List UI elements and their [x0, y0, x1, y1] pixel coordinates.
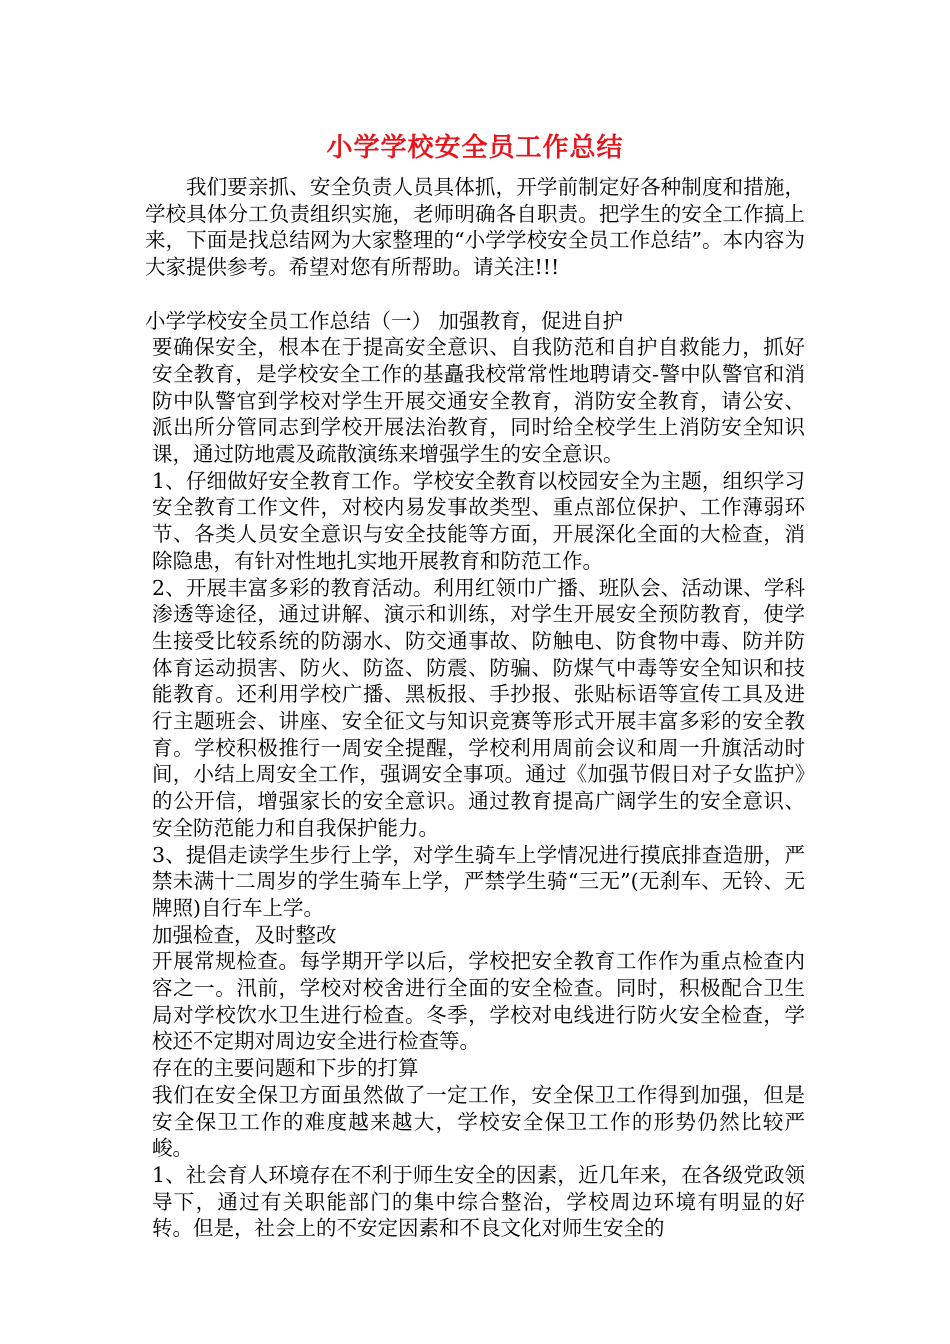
document-body [145, 174, 805, 1242]
document-title: 小学学校安全员工作总结 [326, 133, 624, 163]
section1-paragraph: 要确保安全，根本在于提高安全意识、自我防范和自护自救能力，抓好安全教育，是学校安全工作的基矗我校常常性地聘请交-警中队警官和消防中队警官到学校对学生开展交通安全教育，消防安全教育，请公安、派出所分管同志到学校开展法治教育，同时给全校学生上消防安全知识课，通过防地震及疏散演练来增强学生的安全意识。 [152, 335, 805, 467]
list-item-2: 2、开展丰富多彩的教育活动。利用红领巾广播、班队会、活动课、学科渗透等途径，通过讲解、演示和训练，对学生开展安全预防教育，使学生接受比较系统的防溺水、防交通事故、防触电、防食物中毒、防并防体育运动损害、防火、防盗、防震、防骗、防煤气中毒等安全知识和技能教育。还利用学校广播、黑板报、手抄报、张贴标语等宣传工具及进行主题班会、讲座、安全征文与知识竞赛等形式开展丰富多彩的安全教育。学校积极推行一周安全提醒，学校利用周前会议和周一升旗活动时间，小结上周安全工作，强调安全事项。通过《加强节假日对子女监护》的公开信，增强家长的安全意识。通过教育提高广阔学生的安全意识、安全防范能力和自我保护能力。 [152, 575, 805, 840]
section3-paragraph: 我们在安全保卫方面虽然做了一定工作，安全保卫工作得到加强，但是安全保卫工作的难度越来越大，学校安全保卫工作的形势仍然比较严峻。 [152, 1082, 805, 1161]
list-item-4: 1、社会育人环境存在不利于师生安全的因素，近几年来，在各级党政领导下，通过有关职能部门的集中综合整治，学校周边环境有明显的好转。但是，社会上的不安定因素和不良文化对师生安全的 [152, 1163, 805, 1241]
section3-heading: 存在的主要问题和下步的打算 [152, 1056, 419, 1081]
blank-line [145, 281, 805, 308]
intro-paragraph: 我们要亲抓、安全负责人员具体抓，开学前制定好各种制度和措施，学校具体分工负责组织实施，老师明确各自职责。把学生的安全工作搞上来，下面是找总结网为大家整理的“小学学校安全员工作总结”。本内容为大家提供参考。希望对您有所帮助。请关注!!! [145, 175, 805, 280]
list-item-3: 3、提倡走读学生步行上学，对学生骑车上学情况进行摸底排查造册，严禁未满十二周岁的学生骑车上学，严禁学生骑“三无”(无刹车、无铃、无牌照)自行车上学。 [152, 842, 805, 920]
section2-paragraph: 开展常规检查。每学期开学以后，学校把安全教育工作作为重点检查内容之一。汛前，学校对校舍进行全面的安全检查。同时，积极配合卫生局对学校饮水卫生进行检查。冬季，学校对电线进行防火安全检查，学校还不定期对周边安全进行检查等。 [152, 949, 805, 1054]
list-item-1: 1、仔细做好安全教育工作。学校安全教育以校园安全为主题，组织学习安全教育工作文件，对校内易发事故类型、重点部位保护、工作薄弱环节、各类人员安全意识与安全技能等方面，开展深化全面的大检查，消除隐患，有针对性地扎实地开展教育和防范工作。 [152, 468, 805, 573]
section2-heading: 加强检查，及时整改 [152, 922, 337, 947]
section1-heading: 小学学校安全员工作总结（一） 加强教育，促进自护 [145, 308, 624, 333]
